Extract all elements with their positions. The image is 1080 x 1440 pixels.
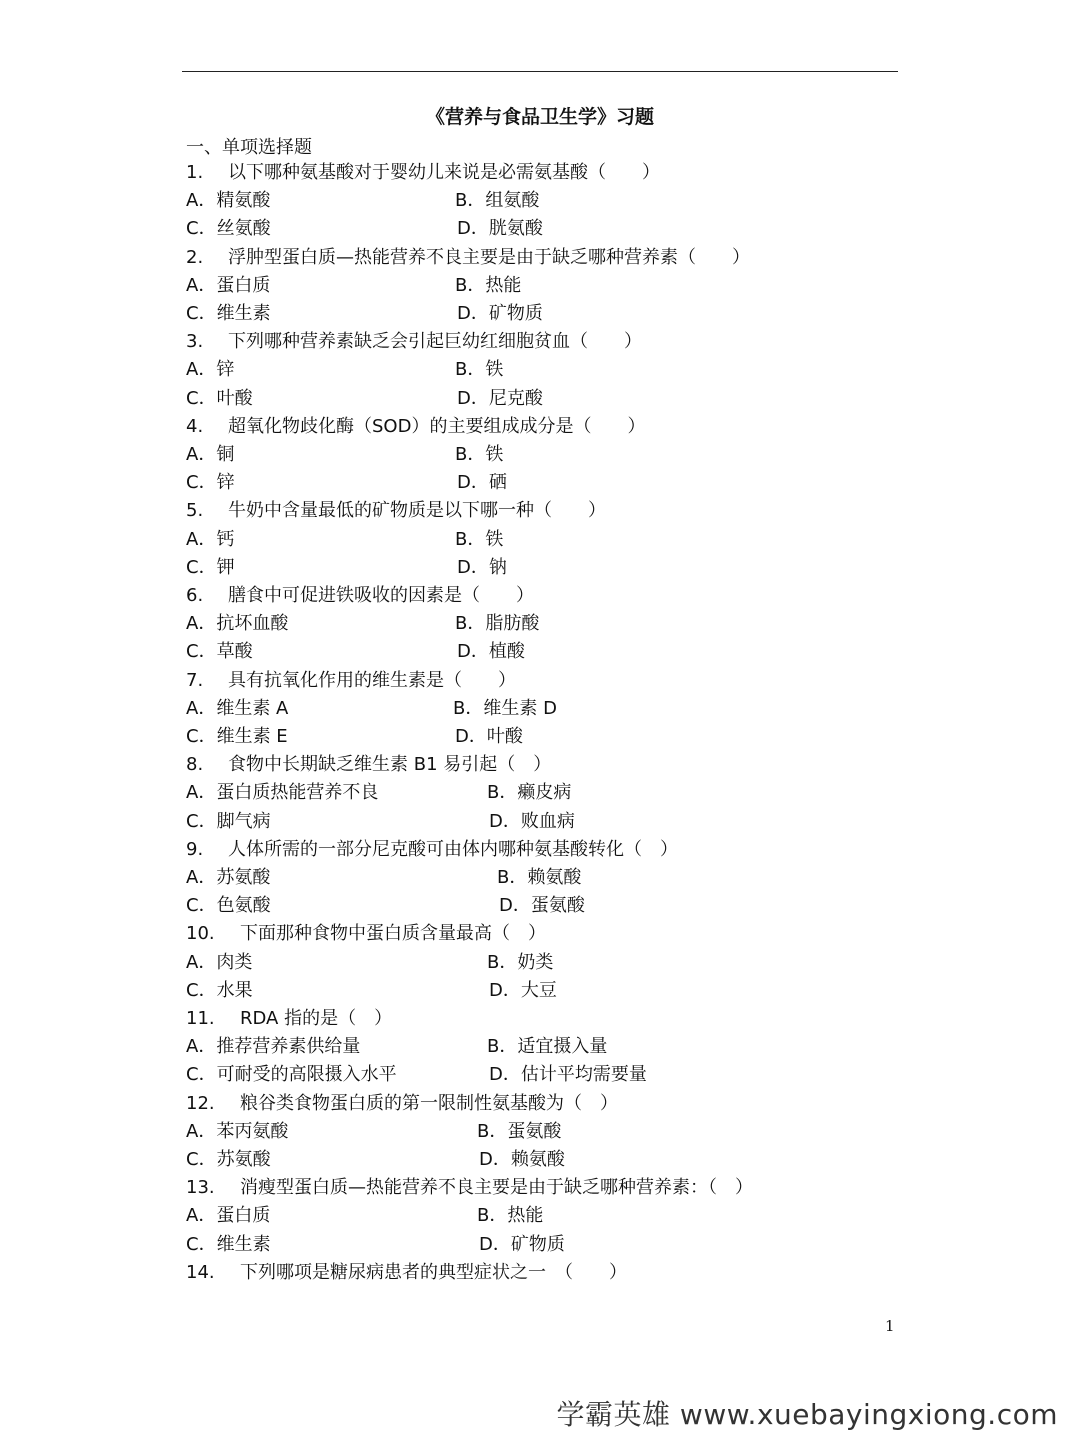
question-number: 2. <box>186 246 204 268</box>
question-text: 浮肿型蛋白质—热能营养不良主要是由于缺乏哪种营养素（ ） <box>228 246 750 268</box>
question-text: 以下哪种氨基酸对于婴幼儿来说是必需氨基酸（ ） <box>228 162 660 183</box>
question-text: 粮谷类食物蛋白质的第一限制性氨基酸为（ ） <box>240 1092 618 1114</box>
question-stem <box>186 1090 618 1118</box>
option-a: A．蛋白质 <box>186 1205 271 1227</box>
option-d: D．植酸 <box>457 641 525 663</box>
question-number: 8. <box>186 754 204 776</box>
option-d: D．钠 <box>457 556 507 578</box>
header-rule <box>182 71 898 72</box>
question-stem <box>186 328 642 356</box>
section-heading: 一、单项选择题 <box>186 137 312 158</box>
document-title: 《营养与食品卫生学》习题 <box>425 106 654 128</box>
question-text: 人体所需的一部分尼克酸可由体内哪种氨基酸转化（ ） <box>228 838 678 860</box>
option-a: A．铜 <box>186 444 235 465</box>
option-a: A．苏氨酸 <box>186 867 271 888</box>
question-number: 13. <box>186 1177 215 1199</box>
option-a: A．推荐营养素供给量 <box>186 1036 361 1058</box>
option-d: D．大豆 <box>489 979 557 1001</box>
question-number: 10. <box>186 923 215 945</box>
question-text: RDA 指的是（ ） <box>240 1008 393 1029</box>
option-d: D．蛋氨酸 <box>499 895 585 917</box>
page-number: 1 <box>885 1317 895 1335</box>
option-b: B．赖氨酸 <box>497 867 582 888</box>
option-a: A．钙 <box>186 528 235 550</box>
option-b: B．奶类 <box>487 951 554 973</box>
question-stem <box>186 920 546 948</box>
option-b: B．铁 <box>455 359 504 381</box>
option-b: B．癞皮病 <box>487 782 572 804</box>
question-number: 9. <box>186 838 204 860</box>
question-number: 3. <box>186 331 204 353</box>
option-b: B．适宜摄入量 <box>487 1036 608 1058</box>
question-number: 7. <box>186 669 204 691</box>
option-c: C．苏氨酸 <box>186 1149 271 1170</box>
option-d: D．尼克酸 <box>457 387 543 409</box>
question-text: 下列哪种营养素缺乏会引起巨幼红细胞贫血（ ） <box>228 331 642 353</box>
option-b: B．蛋氨酸 <box>477 1120 562 1142</box>
question-text: 牛奶中含量最低的矿物质是以下哪一种（ ） <box>228 500 606 522</box>
option-d: D．硒 <box>457 472 507 494</box>
question-number: 1. <box>186 162 204 183</box>
option-c: C．可耐受的高限摄入水平 <box>186 1064 397 1086</box>
option-b: B．组氨酸 <box>455 190 540 212</box>
question-number: 5. <box>186 500 204 522</box>
question-stem <box>186 1259 627 1287</box>
question-stem <box>186 836 678 864</box>
option-c: C．维生素 <box>186 303 271 324</box>
option-c: C．丝氨酸 <box>186 218 271 240</box>
option-c: C．叶酸 <box>186 387 253 409</box>
option-c: C．维生素 <box>186 1233 271 1255</box>
option-c: C．色氨酸 <box>186 895 271 917</box>
question-number: 14. <box>186 1261 215 1283</box>
option-b: B．铁 <box>455 528 504 550</box>
option-a: A．维生素 A <box>186 697 289 719</box>
option-c: C．钾 <box>186 556 235 578</box>
question-stem <box>186 413 645 441</box>
option-c: C．脚气病 <box>186 810 271 832</box>
option-b: B．铁 <box>455 444 504 465</box>
question-stem <box>186 667 516 695</box>
option-d: D．败血病 <box>489 810 575 832</box>
question-number: 6. <box>186 585 204 606</box>
option-a: A．蛋白质热能营养不良 <box>186 782 379 804</box>
option-a: A．肉类 <box>186 951 253 973</box>
option-a: A．锌 <box>186 359 235 381</box>
question-stem <box>186 582 534 610</box>
option-c: C．维生素 E <box>186 726 288 747</box>
question-text: 下列哪项是糖尿病患者的典型症状之一 （ ） <box>240 1261 627 1283</box>
option-d: D．胱氨酸 <box>457 218 543 240</box>
option-c: C．锌 <box>186 472 235 494</box>
question-stem <box>186 497 606 525</box>
question-stem <box>186 1174 753 1202</box>
question-text: 超氧化物歧化酶（SOD）的主要组成成分是（ ） <box>228 415 646 437</box>
question-number: 4. <box>186 415 204 437</box>
option-d: D．叶酸 <box>455 726 523 747</box>
option-d: D．矿物质 <box>479 1233 565 1255</box>
option-a: A．蛋白质 <box>186 274 271 296</box>
question-stem <box>186 159 660 187</box>
question-text: 食物中长期缺乏维生素 B1 易引起（ ） <box>228 754 552 776</box>
option-b: B．热能 <box>455 274 522 296</box>
option-d: D．赖氨酸 <box>479 1149 565 1170</box>
question-stem <box>186 1005 392 1033</box>
question-text: 下面那种食物中蛋白质含量最高（ ） <box>240 923 546 945</box>
question-text: 具有抗氧化作用的维生素是（ ） <box>228 669 516 691</box>
option-c: C．草酸 <box>186 641 253 663</box>
option-c: C．水果 <box>186 979 253 1001</box>
option-d: D．矿物质 <box>457 303 543 324</box>
question-stem <box>186 751 551 779</box>
question-text: 消瘦型蛋白质—热能营养不良主要是由于缺乏哪种营养素：（ ） <box>240 1177 753 1199</box>
option-b: B．维生素 D <box>453 697 557 719</box>
option-a: A．苯丙氨酸 <box>186 1120 289 1142</box>
option-a: A．抗坏血酸 <box>186 613 289 635</box>
option-b: B．脂肪酸 <box>455 613 540 635</box>
watermark: 学霸英雄 www.xuebayingxiong.com <box>556 1398 1058 1431</box>
option-b: B．热能 <box>477 1205 544 1227</box>
question-text: 膳食中可促进铁吸收的因素是（ ） <box>228 585 534 606</box>
option-a: A．精氨酸 <box>186 190 271 212</box>
question-stem <box>186 244 750 272</box>
question-number: 12. <box>186 1092 215 1114</box>
option-d: D．估计平均需要量 <box>489 1064 647 1086</box>
question-number: 11. <box>186 1008 215 1029</box>
